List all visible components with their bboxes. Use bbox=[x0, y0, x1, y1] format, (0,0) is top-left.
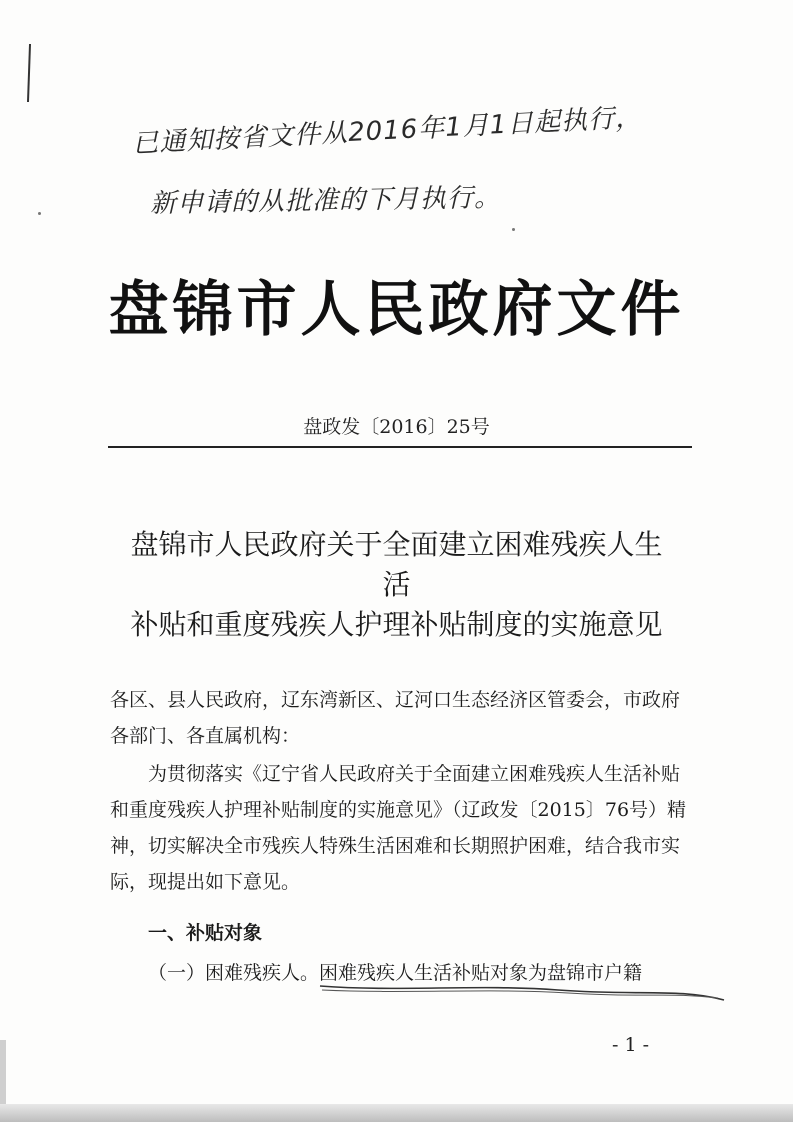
title-line-2: 活 bbox=[382, 568, 411, 601]
scan-speck bbox=[512, 228, 515, 231]
document-title bbox=[80, 525, 713, 645]
handwritten-underline bbox=[318, 978, 726, 1008]
scan-edge bbox=[0, 1104, 793, 1122]
scan-speck bbox=[38, 212, 41, 215]
scan-mark bbox=[27, 44, 31, 102]
title-line-1: 盘锦市人民政府关于全面建立困难残疾人生 bbox=[130, 528, 663, 561]
document-number: 盘政发〔2016〕25号 bbox=[303, 416, 490, 438]
title-line-3: 补贴和重度残疾人护理补贴制度的实施意见 bbox=[130, 608, 663, 641]
addressee-paragraph: 各区、县人民政府，辽东湾新区、辽河口生态经济区管委会，市政府各部门、各直属机构： bbox=[110, 689, 681, 747]
handwritten-note-line-1: 已通知按省文件从2016年1月1日起执行， bbox=[131, 102, 643, 160]
main-paragraph: 为贯彻落实《辽宁省人民政府关于全面建立困难残疾人生活补贴和重度残疾人护理补贴制度的实施意见》（辽政发〔2015〕76号）精神，切实解决全市残疾人特殊生活困难和长期照护困难，结合我市实际，现提出如下意见。 bbox=[110, 763, 687, 893]
section-heading: 一、补贴对象 bbox=[148, 922, 263, 944]
header-divider bbox=[108, 446, 692, 448]
page-number: - 1 - bbox=[612, 1034, 650, 1056]
sub-item-paragraph: （一）困难残疾人。困难残疾人生活补贴对象为盘锦市户籍 bbox=[148, 962, 643, 984]
handwritten-note-line-2: 新申请的从批准的下月执行。 bbox=[149, 182, 502, 220]
issuer-header: 盘锦市人民政府文件 bbox=[108, 275, 685, 345]
